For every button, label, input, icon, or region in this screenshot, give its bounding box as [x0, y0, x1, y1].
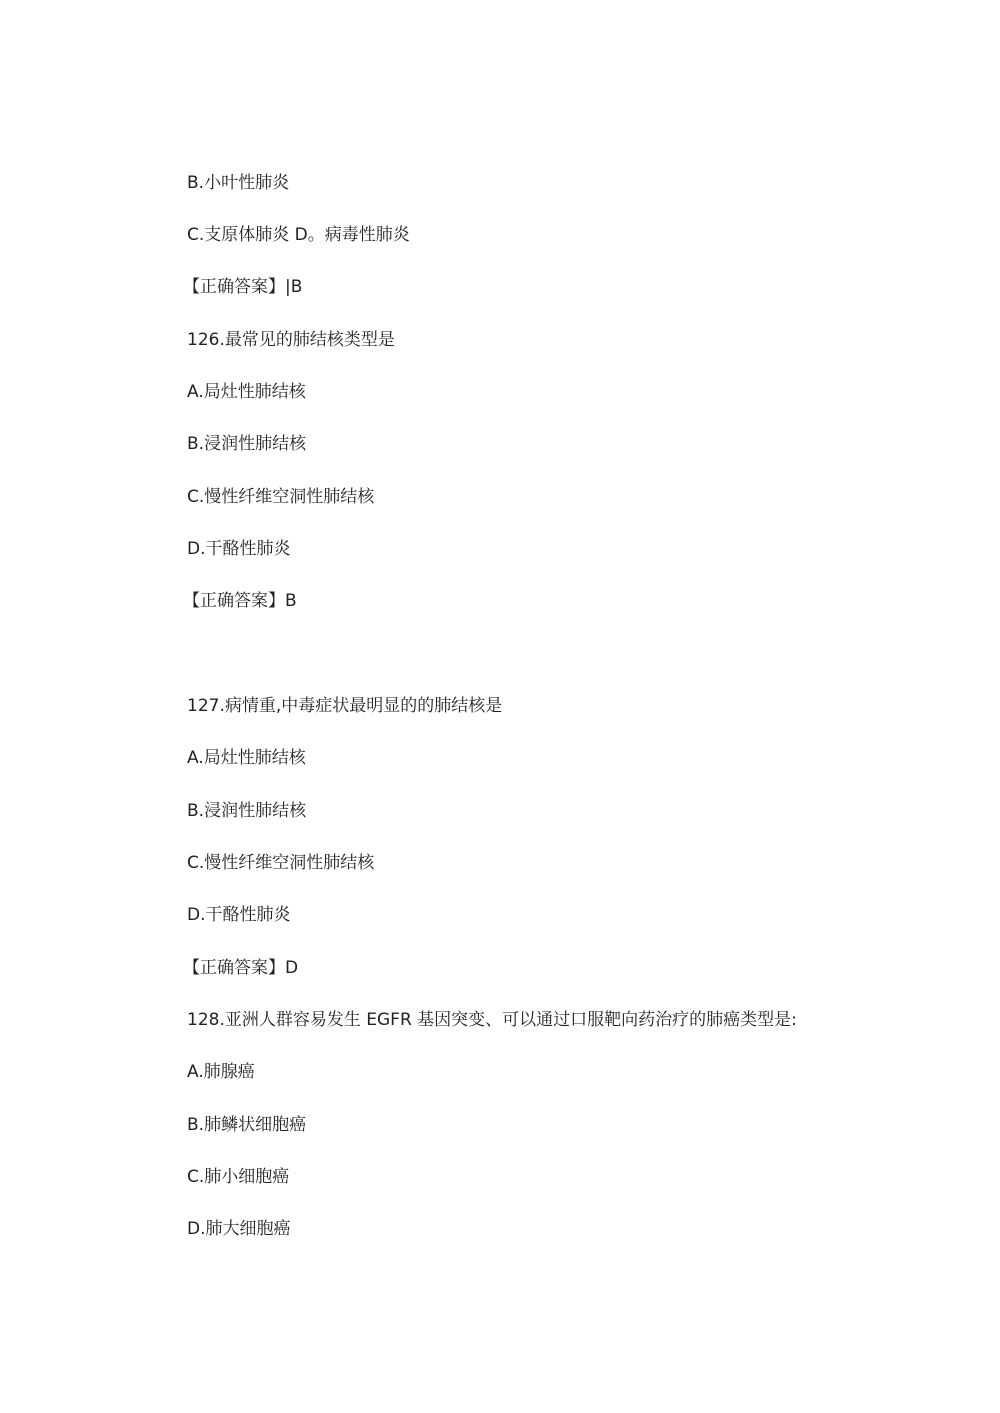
question-126: 126.最常见的肺结核类型是	[187, 330, 395, 350]
option-c-q126: C.慢性纤维空洞性肺结核	[187, 487, 375, 507]
question-128: 128.亚洲人群容易发生 EGFR 基因突变、可以通过口服靶向药治疗的肺癌类型是:	[187, 1010, 797, 1030]
option-b-q128: B.肺鳞状细胞癌	[187, 1115, 307, 1135]
option-c-q127: C.慢性纤维空洞性肺结核	[187, 853, 375, 873]
answer-q125: 【正确答案】|B	[183, 277, 303, 297]
option-b-q125: B.小叶性肺炎	[187, 173, 290, 193]
answer-q126: 【正确答案】B	[183, 591, 297, 611]
question-127: 127.病情重,中毒症状最明显的的肺结核是	[187, 696, 503, 716]
answer-q127: 【正确答案】D	[183, 958, 299, 978]
option-d-q127: D.干酪性肺炎	[187, 905, 291, 925]
option-a-q127: A.局灶性肺结核	[187, 748, 306, 768]
option-c-q128: C.肺小细胞癌	[187, 1167, 290, 1187]
option-a-q128: A.肺腺癌	[187, 1062, 255, 1082]
option-d-q128: D.肺大细胞癌	[187, 1219, 291, 1239]
option-d-q126: D.干酪性肺炎	[187, 539, 291, 559]
option-c-d-q125: C.支原体肺炎 D。病毒性肺炎	[187, 225, 410, 245]
option-a-q126: A.局灶性肺结核	[187, 382, 306, 402]
option-b-q127: B.浸润性肺结核	[187, 801, 307, 821]
option-b-q126: B.浸润性肺结核	[187, 434, 307, 454]
